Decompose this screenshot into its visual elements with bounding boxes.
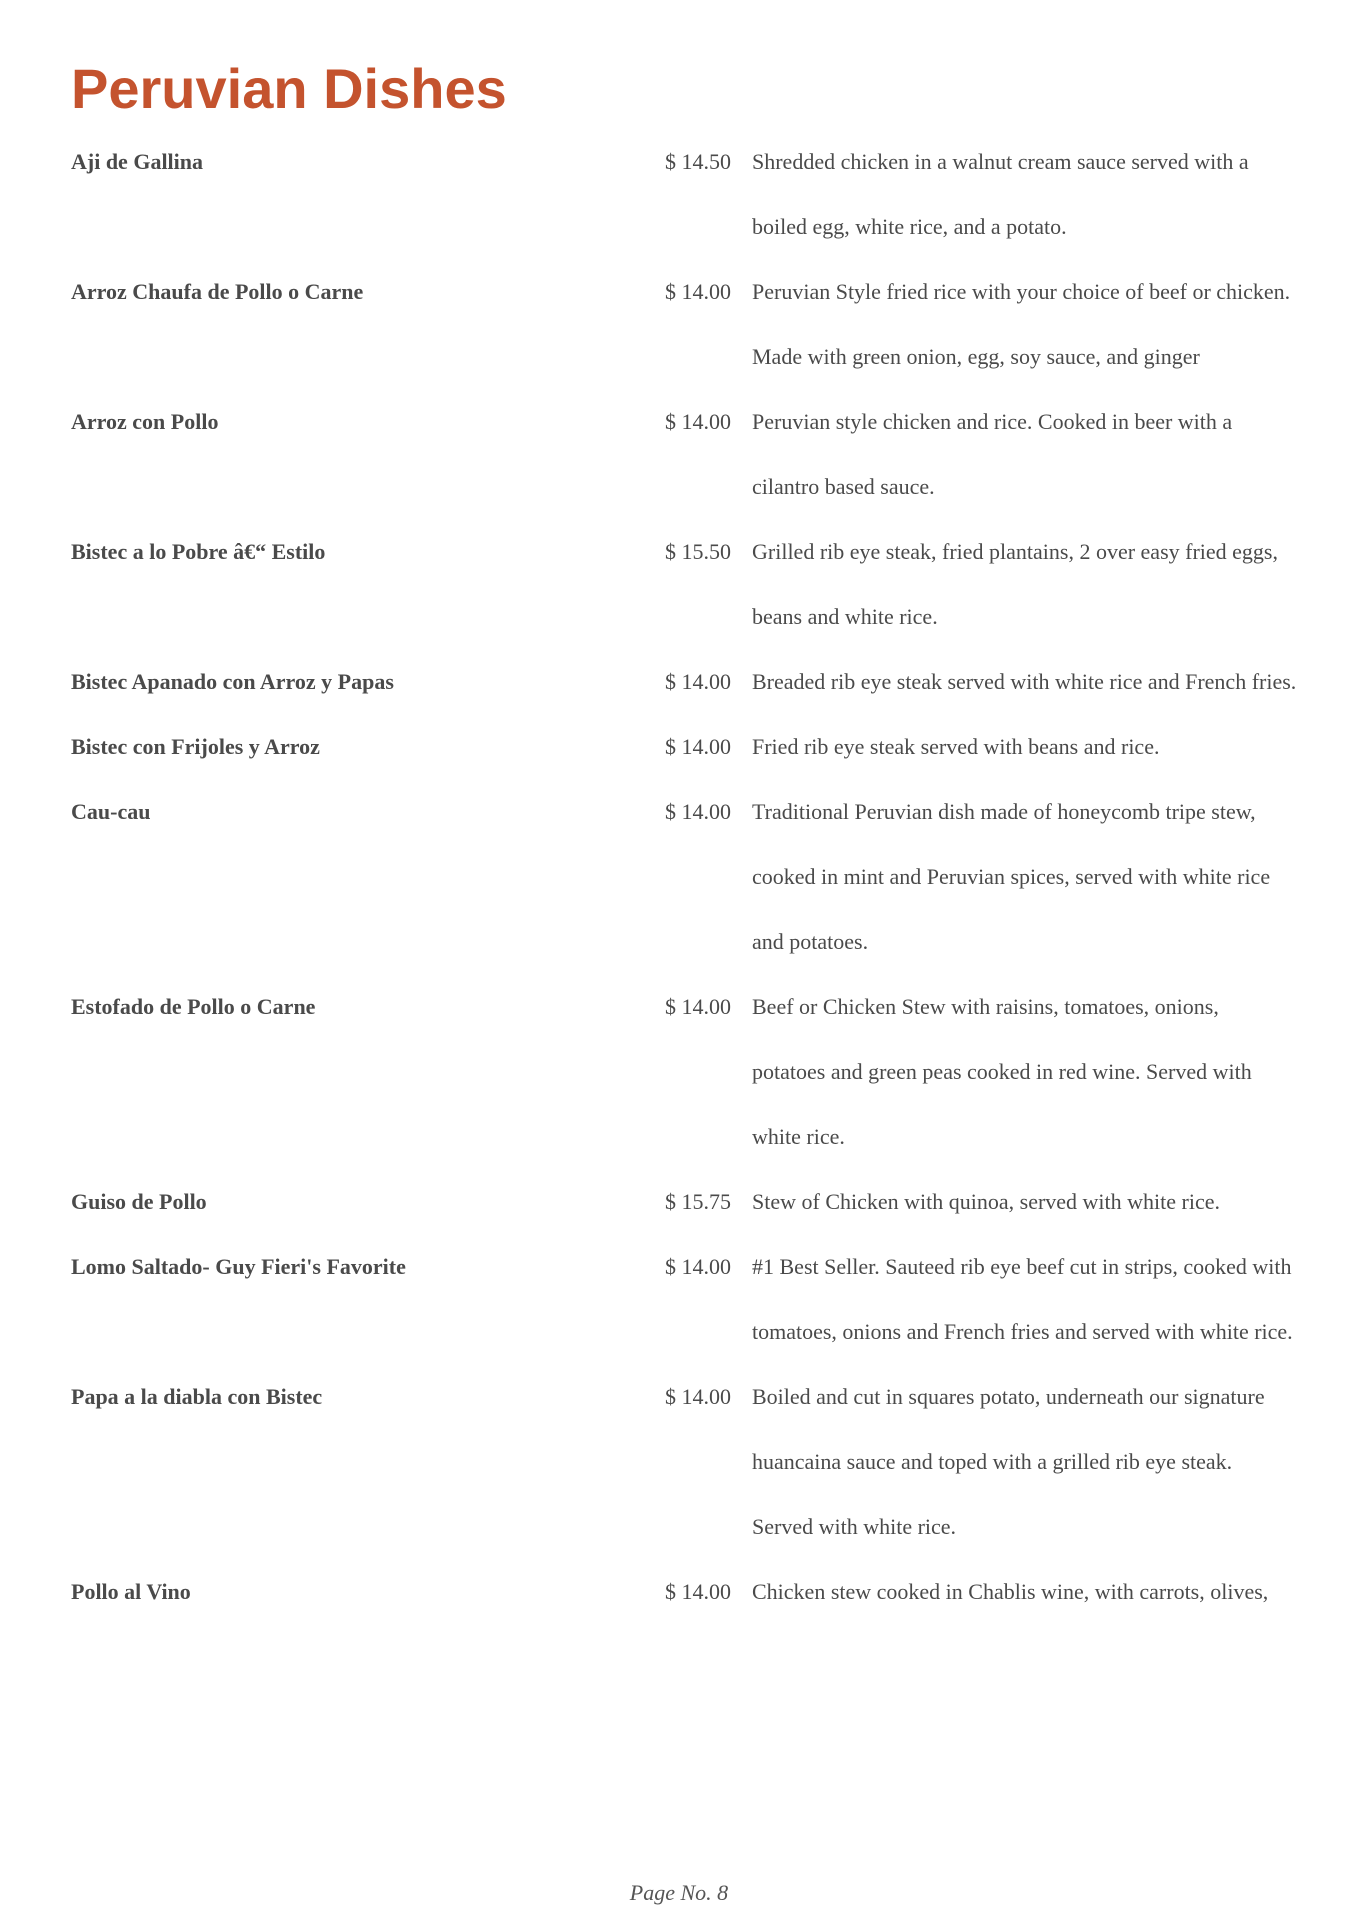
page-number: Page No. 8 xyxy=(629,1880,729,1905)
dish-description: Peruvian style chicken and rice. Cooked in beer with a cilantro based sauce. xyxy=(752,409,1233,499)
dish-price: $ 14.00 xyxy=(665,1579,731,1604)
dish-price: $ 14.00 xyxy=(665,799,731,824)
menu-item xyxy=(71,405,1301,535)
dish-name: Arroz Chaufa de Pollo o Carne xyxy=(71,279,364,304)
dish-name: Pollo al Vino xyxy=(71,1579,191,1604)
menu-item xyxy=(71,1380,1301,1575)
dish-name: Guiso de Pollo xyxy=(71,1189,207,1214)
menu-item xyxy=(71,1250,1301,1380)
page-title: Peruvian Dishes xyxy=(71,57,507,120)
dish-price: $ 14.00 xyxy=(665,279,731,304)
dish-description: Breaded rib eye steak served with white rice and French fries. xyxy=(752,669,1297,694)
dish-price: $ 14.00 xyxy=(665,669,731,694)
dish-price: $ 14.50 xyxy=(665,149,731,174)
dish-price: $ 14.00 xyxy=(665,409,731,434)
menu-item xyxy=(71,275,1301,405)
dish-name: Aji de Gallina xyxy=(71,149,204,174)
dish-name: Cau-cau xyxy=(71,799,151,824)
dish-description: #1 Best Seller. Sauteed rib eye beef cut in strips, cooked with tomatoes, onions and French fries and served with white rice. xyxy=(752,1254,1293,1344)
dish-price: $ 15.75 xyxy=(665,1189,731,1214)
dish-description: Grilled rib eye steak, fried plantains, 2 over easy fried eggs, beans and white rice. xyxy=(752,539,1278,629)
dish-price: $ 14.00 xyxy=(665,994,731,1019)
dish-description: Stew of Chicken with quinoa, served with white rice. xyxy=(752,1189,1221,1214)
menu-item xyxy=(71,145,1301,275)
dish-description: Boiled and cut in squares potato, underneath our signature huancaina sauce and toped with a grilled rib eye steak. Served with white rice. xyxy=(752,1384,1265,1539)
menu-item xyxy=(71,795,1301,990)
dish-name: Estofado de Pollo o Carne xyxy=(71,994,316,1019)
dish-price: $ 14.00 xyxy=(665,734,731,759)
menu-item xyxy=(71,990,1301,1185)
dish-description: Shredded chicken in a walnut cream sauce served with a boiled egg, white rice, and a potato. xyxy=(752,149,1249,239)
dish-description: Peruvian Style fried rice with your choice of beef or chicken. Made with green onion, egg, soy sauce, and ginger xyxy=(752,279,1291,369)
dish-name: Bistec a lo Pobre â€“ Estilo xyxy=(71,539,326,564)
dish-description: Beef or Chicken Stew with raisins, tomatoes, onions, potatoes and green peas cooked in red wine. Served with white rice. xyxy=(752,994,1252,1149)
dish-name: Bistec Apanado con Arroz y Papas xyxy=(71,669,394,694)
dish-name: Bistec con Frijoles y Arroz xyxy=(71,734,320,759)
dish-description: Traditional Peruvian dish made of honeycomb tripe stew, cooked in mint and Peruvian spices, served with white rice and potatoes. xyxy=(752,799,1271,954)
dish-description: Chicken stew cooked in Chablis wine, with carrots, olives, xyxy=(752,1579,1269,1604)
dish-name: Arroz con Pollo xyxy=(71,409,219,434)
dish-name: Lomo Saltado- Guy Fieri's Favorite xyxy=(71,1254,406,1279)
dish-price: $ 15.50 xyxy=(665,539,731,564)
dish-price: $ 14.00 xyxy=(665,1254,731,1279)
dish-name: Papa a la diabla con Bistec xyxy=(71,1384,323,1409)
menu-item xyxy=(71,1575,1301,1640)
dish-description: Fried rib eye steak served with beans and rice. xyxy=(752,734,1160,759)
menu-list xyxy=(71,145,1301,1640)
menu-item xyxy=(71,535,1301,665)
dish-price: $ 14.00 xyxy=(665,1384,731,1409)
